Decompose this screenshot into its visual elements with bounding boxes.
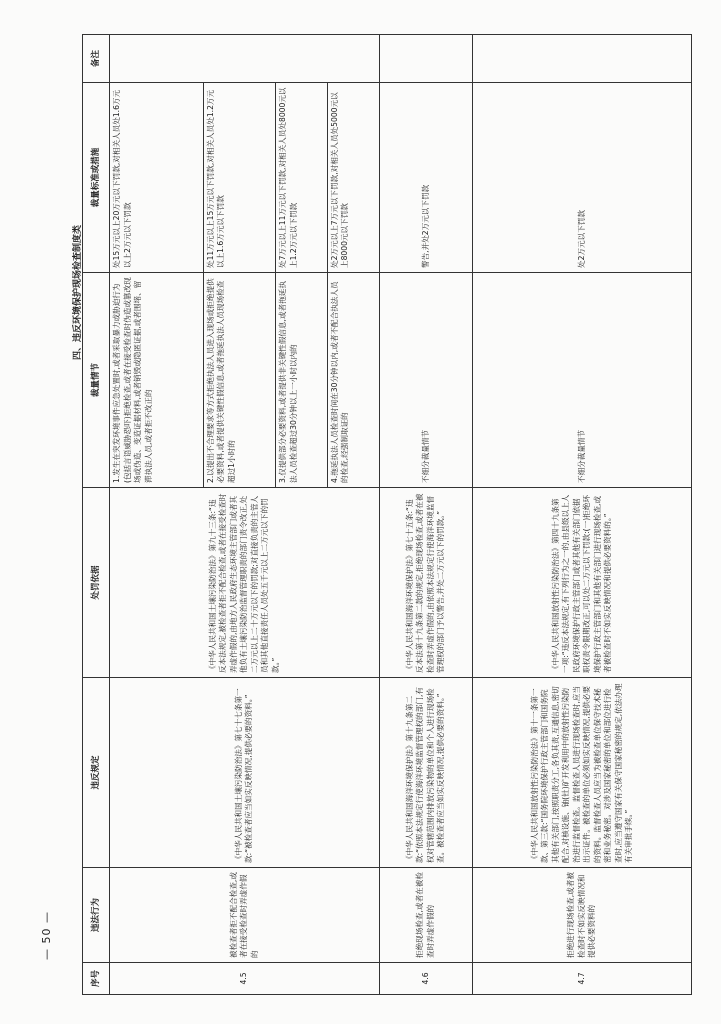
row-standard: 处2万元以上7万元以下罚款,对相关人员处5000元以上8000元以下罚款 <box>327 83 379 273</box>
row-basis: 《中华人民共和国土壤污染防治法》第九十三条:“违反本法规定,被检查者拒不配合检查,或者在接受检查时弄虚作假的,由地方人民政府生态环境主管部门或者其他负有土壤污染防治监督管理职责的部门责令改正,处二万元以上二十万元以下的罚款;对直接负责的主管人员和其他直接责任人员处五千元以上二万元以下的罚款。” <box>110 488 380 678</box>
header-circumstance: 裁量情节 <box>83 273 110 488</box>
row-behavior: 拒绝进行现场检查,或者被检查时不如实反映情况和提供必要资料的 <box>473 868 692 963</box>
table-header-row <box>83 35 110 995</box>
row-basis: 《中华人民共和国放射性污染防治法》第四十九条第一项:“违反本法规定,有下列行为之一的,由县级以上人民政府环境保护行政主管部门或者其他有关部门依据职权责令限期改正,可以处二万元以下罚款:(一)拒绝环境保护行政主管部门和其他有关部门进行现场检查,或者被检查时不如实反映情况和提供必要资料的。” <box>473 488 692 678</box>
row-seq: 4.6 <box>379 963 473 995</box>
row-circumstance: 2.以提出不合理要求等方式拒绝执法人员进入现场或拒绝提供必要资料,或者提供关键性假信息,或者拖延执法人员现场检查超过1小时的 <box>203 273 276 488</box>
row-circumstance: 3.仅提供部分必要资料,或者提供非关键性假信息,或者拖延执法人员检查超过30分钟以上一小时以内的 <box>276 273 328 488</box>
row-behavior: 被检查者拒不配合检查,或者在接受检查时弄虚作假的 <box>110 868 380 963</box>
row-note <box>110 35 380 83</box>
header-behavior: 违法行为 <box>83 868 110 963</box>
page-number: — 50 — <box>40 911 53 960</box>
row-circumstance: 不细分裁量情节 <box>473 273 692 488</box>
row-behavior: 拒绝现场检查,或者在被检查时弄虚作假的 <box>379 868 473 963</box>
header-rule: 违反规定 <box>83 678 110 868</box>
row-circumstance: 1.发生在突发环境事件应急处置时,或者采取暴力或胁迫行为(包括言语威胁恐吓)拒绝检查,或者在接受检查时伪造或篡改现场或伪造、变造证据材料,或者销毁或隐匿证据,或者围堵、留滞执法人员,或者拒不改正的 <box>110 273 204 488</box>
row-rule: 《中华人民共和国海洋环境保护法》第十九条第二款:“依照本法规定行使海洋环境监督管理权的部门,有权对管辖范围内排放污染物的单位和个人进行现场检查。被检查者应当如实反映情况,提供必要的资料。” <box>379 678 473 868</box>
row-circumstance: 4.拖延执法人员检查时间在30分钟以内,或者不配合执法人员的检查,经强制取证的 <box>327 273 379 488</box>
header-seq: 序号 <box>83 963 110 995</box>
row-seq: 4.7 <box>473 963 692 995</box>
row-standard: 处7万元以上11万元以下罚款,对相关人员处8000元以上1.2万元以下罚款 <box>276 83 328 273</box>
row-rule: 《中华人民共和国土壤污染防治法》第七十七条第一款:“被检查者应当如实反映情况,提供必要的资料。” <box>110 678 380 868</box>
row-standard: 处11万元以上15万元以下罚款,对相关人员处1.2万元以上1.6万元以下罚款 <box>203 83 276 273</box>
table-row <box>379 35 473 995</box>
rotated-table-container <box>82 35 692 995</box>
section-title: 四、违反环境保护现场检查制度类 <box>73 224 83 360</box>
row-note <box>473 35 692 83</box>
table-row <box>110 35 204 995</box>
row-rule: 《中华人民共和国放射性污染防治法》第十一条第一款、第三款:“国务院环境保护行政主管部门和国务院其他有关部门,按照职责分工,各负其责,互通信息,密切配合,对核设施、铀(钍)矿开发利用中的放射性污染防治进行监督检查。监督检查人员进行现场检查时,应当出示证件。被检查的单位必须如实反映情况,提供必要的资料。监督检查人员应当为被检查单位保守技术秘密和业务秘密。对涉及国家秘密的单位和部位进行检查时,应当遵守国家有关保守国家秘密的规定,依法办理有关审批手续。” <box>473 678 692 868</box>
row-circumstance: 不细分裁量情节 <box>379 273 473 488</box>
row-standard: 警告,并处2万元以下罚款 <box>379 83 473 273</box>
row-basis: 《中华人民共和国海洋环境保护法》第七十五条:“违反本法第十九条第二款的规定,拒绝现场检查,或者在被检查时弄虚作假的,由依照本法规定行使海洋环境监督管理权的部门予以警告,并处二万元以下的罚款。” <box>379 488 473 678</box>
header-standard: 裁量标准或措施 <box>83 83 110 273</box>
table-row <box>473 35 692 995</box>
header-basis: 处罚依据 <box>83 488 110 678</box>
row-standard: 处15万元以上20万元以下罚款,对相关人员处1.6万元以上2万元以下罚款 <box>110 83 204 273</box>
row-standard: 处2万元以下罚款 <box>473 83 692 273</box>
enforcement-table <box>82 34 692 995</box>
row-seq: 4.5 <box>110 963 380 995</box>
row-note <box>379 35 473 83</box>
header-note: 备注 <box>83 35 110 83</box>
